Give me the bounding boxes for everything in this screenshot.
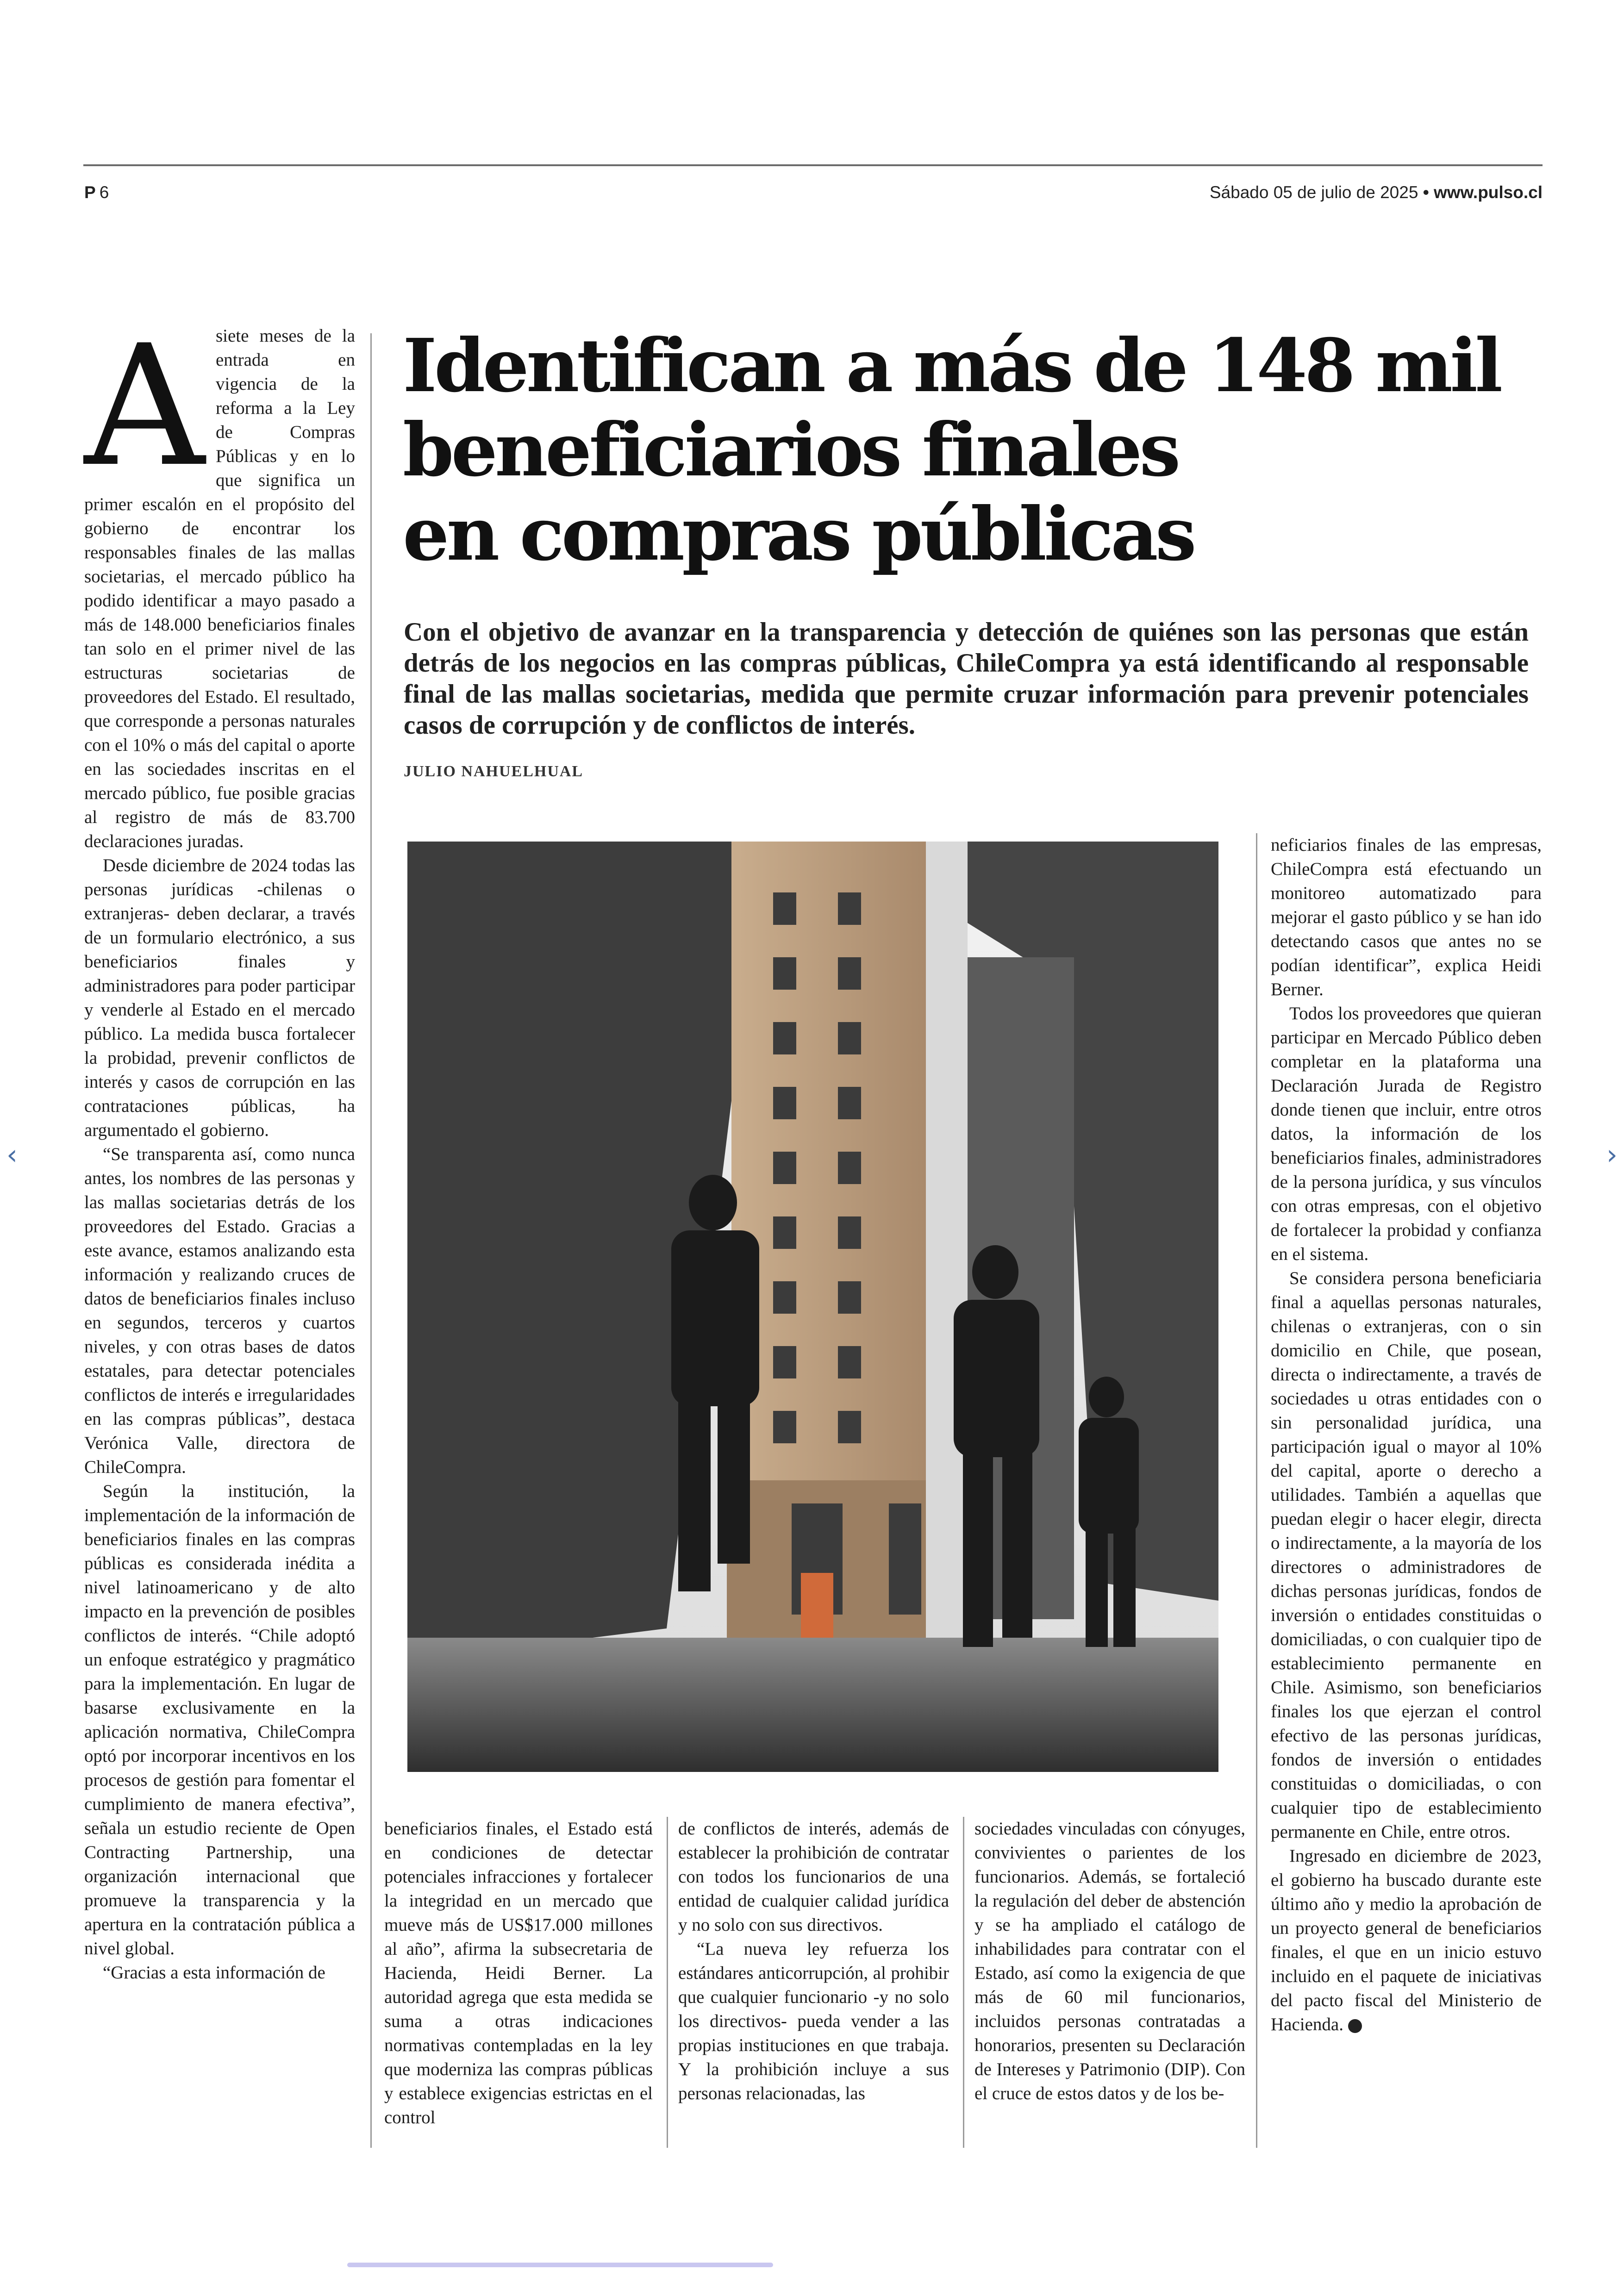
date: Sábado 05 de julio de 2025 (1209, 183, 1418, 202)
column-divider (963, 1817, 964, 2148)
paragraph: Desde diciembre de 2024 todas las personas jurídicas -chilenas o extranjeras- deben declarar, a través de un formulario electrónico, a sus beneficiarios finales y administradores para poder participar y venderle al Estado en el mercado público. La medida busca fortalecer la probidad, prevenir conflictos de interés y casos de corrupción en las contrataciones públicas, ha argumentado el gobierno. (84, 855, 355, 1140)
paragraph: “Gracias a esta información de (103, 1963, 325, 1983)
paragraph: de conflictos de interés, además de establecer la prohibición de contratar con todos los funcionarios de una entidad de cualquier calidad jurídica y no solo con sus directivos. (678, 1819, 949, 1935)
paragraph (84, 309, 355, 854)
column-divider (1256, 833, 1257, 2148)
separator: • (1423, 183, 1429, 202)
photo-illustration (407, 842, 1218, 1772)
body-column-4 (974, 1817, 1245, 2106)
column-divider (667, 1817, 668, 2148)
body-column-3 (678, 1817, 949, 2106)
horizontal-scrollbar[interactable] (347, 2263, 773, 2267)
header-rule (83, 164, 1543, 166)
section-letter: P (84, 183, 96, 202)
headline-line: Identifican a más de 148 mil (403, 323, 1500, 409)
article-photo (407, 842, 1218, 1772)
chevron-right-icon[interactable]: › (1606, 1139, 1618, 1171)
headline (403, 324, 1542, 577)
chevron-left-icon[interactable]: ‹ (6, 1139, 18, 1171)
end-mark-icon: P (1348, 2019, 1362, 2033)
paragraph: neficiarios finales de las empresas, ChileCompra está efectuando un monitoreo automatizado para mejorar el gasto público y se han ido detectando casos que antes no se podían identificar”, explica Heidi Berner. (1271, 835, 1542, 999)
paragraph: “Se transparenta así, como nunca antes, los nombres de las personas y las mallas societarias detrás de los proveedores del Estado. Gracias a este avance, estamos analizando esta información y realizando cruces de datos de beneficiarios finales incluso en segundos, terceros y cuartos niveles, y con otras bases de datos estatales, para detectar potenciales conflictos de interés e irregularidades en las compras públicas”, destaca Verónica Valle, directora de ChileCompra. (84, 1144, 355, 1477)
headline-line: beneficiarios finales (403, 407, 1178, 493)
paragraph: Todos los proveedores que quieran participar en Mercado Público deben completar en la plataforma una Declaración Jurada de Registro donde tienen que incluir, entre otros datos, la información de los beneficiarios finales, administradores de la persona jurídica, y sus vínculos con otras empresas, con el objetivo de fortalecer la probidad y confianza en el sistema. (1271, 1004, 1542, 1264)
dateline (1210, 183, 1543, 202)
paragraph (1271, 1844, 1542, 2037)
column-divider (370, 333, 372, 2148)
drop-cap: A (84, 309, 205, 503)
site-url: www.pulso.cl (1433, 183, 1543, 202)
page-number (84, 183, 109, 202)
byline: JULIO NAHUELHUAL (404, 763, 584, 780)
paragraph: beneficiarios finales, el Estado está en condiciones de detectar potenciales infracciones y fortalecer la integridad en un mercado que mueve más de US$17.000 millones al año”, afirma la subsecretaria de Hacienda, Heidi Berner. La autoridad agrega que esta medida se suma a otras indicaciones normativas contempladas en la ley que moderniza las compras públicas y establece exigencias estrictas en el control (384, 1819, 653, 2127)
paragraph: “La nueva ley refuerza los estándares anticorrupción, al prohibir que cualquier funcionario -y no solo los directivos- pueda vender a las propias instituciones en que trabaja. Y la prohibición incluye a sus personas relacionadas, las (678, 1939, 949, 2103)
page-number-value: 6 (99, 183, 109, 202)
paragraph: Se considera persona beneficiaria final a aquellas personas naturales, chilenas o extranjeras, con o sin domicilio en Chile, que posean, directa o indirectamente, a través de sociedades u otras entidades con o sin personalidad jurídica, una participación igual o mayor al 10% del capital, aporte o derecho a utilidades. También a aquellas que puedan elegir o hacer elegir, directa o indirectamente, a la mayoría de los directores o administradores de dichas personas jurídicas, fondos de inversión o entidades constituidas o domiciliadas, o con cualquier tipo de establecimiento permanente en Chile. Asimismo, son beneficiarios finales los que ejerzan el control efectivo de las personas jurídicas, fondos de inversión o entidades constituidas o domiciliadas, o con cualquier tipo de establecimiento permanente en Chile, entre otros. (1271, 1268, 1542, 1842)
paragraph-text: Ingresado en diciembre de 2023, el gobierno ha buscado durante este último año y medio la aprobación de un proyecto general de beneficiarios finales, el que en un inicio estuvo incluido en el paquete de iniciativas del pacto fiscal del Ministerio de Hacienda. (1271, 1846, 1542, 2034)
body-column-2 (384, 1817, 653, 2130)
lede: Con el objetivo de avanzar en la transparencia y detección de quiénes son las personas que están detrás de los negocios en las compras públicas, ChileCompra ya está identificando al responsable final de las mallas societarias, medida que permite cruzar información para prevenir potenciales casos de corrupción y de conflictos de interés. (404, 617, 1529, 740)
headline-line: en compras públicas (403, 492, 1194, 577)
paragraph-text: siete meses de la entrada en vigencia de la reforma a la Ley de Compras Públicas y en lo que significa un primer escalón en el propósito del gobierno de encontrar los responsables finales de las mallas societarias, el mercado público ha podido identificar a mayo pasado a más de 148.000 beneficiarios finales tan solo en el primer nivel de las estructuras societarias de proveedores del Estado. El resultado, que corresponde a personas naturales con el 10% o más del capital o aporte en las sociedades inscritas en el mercado público, fue posible gracias al registro de más de 83.700 declaraciones juradas. (84, 326, 355, 851)
body-column-1 (84, 309, 355, 1985)
paragraph: sociedades vinculadas con cónyuges, convivientes o parientes de los funcionarios. Además, se fortaleció la regulación del deber de abstención y se ha ampliado el catálogo de inhabilidades para contratar con el Estado, así como la exigencia de que más de 60 mil funcionarios, incluidos personas contratadas a honorarios, presenten su Declaración de Intereses y Patrimonio (DIP). Con el cruce de estos datos y de los be- (974, 1819, 1245, 2103)
paragraph: Según la institución, la implementación de la información de beneficiarios finales en las compras públicas es considerada inédita a nivel latinoamericano y de alto impacto en la prevención de posibles conflictos de interés. “Chile adoptó un enfoque estratégico y pragmático para la implementación. En lugar de basarse exclusivamente en la aplicación normativa, ChileCompra optó por incorporar incentivos en los procesos de gestión para fomentar el cumplimiento de manera efectiva”, señala un estudio reciente de Open Contracting Partnership, una organización internacional que promueve la transparencia y la apertura en la contratación pública a nivel global. (84, 1481, 355, 1958)
body-column-5 (1271, 833, 1542, 2037)
